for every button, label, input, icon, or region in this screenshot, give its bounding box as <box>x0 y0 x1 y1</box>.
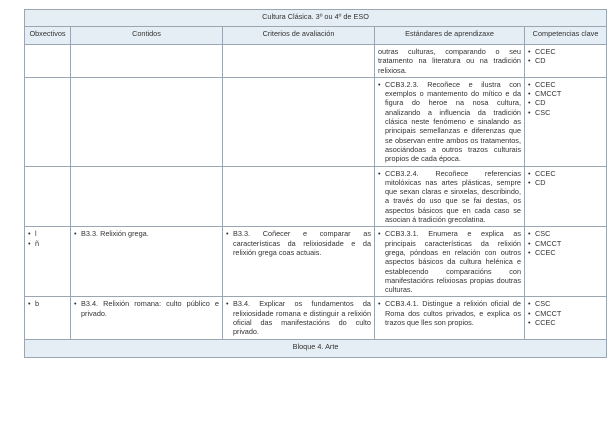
bullet-icon: • <box>528 89 531 99</box>
list-item <box>378 229 521 294</box>
list-item-text: CD <box>535 56 546 66</box>
list-item <box>378 299 521 327</box>
contidos-cell <box>71 45 223 78</box>
bullet-icon: • <box>528 98 531 108</box>
table-row <box>25 297 607 339</box>
list-item-text: CCEC <box>535 168 556 178</box>
column-header: Criterios de avaliación <box>223 27 375 45</box>
bullet-icon: • <box>528 247 531 257</box>
list-item <box>528 309 603 318</box>
list-item-text: CCEC <box>535 47 556 56</box>
table-body <box>25 45 607 340</box>
list-item-text: CMCCT <box>535 308 562 318</box>
table-title: Cultura Clásica. 3º ou 4º de ESO <box>25 10 607 27</box>
bullet-icon: • <box>528 168 531 178</box>
list-item <box>528 318 603 327</box>
list-item-text: CCB3.2.3. Recoñece e ilustra con exemplos o mantemento do mítico e da figura do heroe na nosa cultura, analizando a influencia da tradición clásica neste fenómeno e sinalando as principais semellanzas e diferenzas que se observan entre ambos os tratamentos, asociándoas a outros trazos culturais propios de cada época. <box>385 79 521 164</box>
block-heading: Bloque 4. Arte <box>25 339 607 357</box>
column-header: Obxectivos <box>25 27 71 45</box>
list-item <box>528 47 603 56</box>
list-item-text: CSC <box>535 299 551 309</box>
table-row <box>25 166 607 227</box>
obxectivos-cell <box>25 166 71 227</box>
obxectivos-cell <box>25 297 71 339</box>
list-item <box>378 80 521 164</box>
list-item <box>378 169 521 225</box>
list-item <box>528 178 603 187</box>
obxectivos-cell <box>25 227 71 297</box>
bullet-icon: • <box>528 318 531 328</box>
list-item <box>528 98 603 107</box>
list-item-text: CCEC <box>535 318 556 328</box>
estandar-cell <box>375 297 525 339</box>
bullet-icon: • <box>528 229 531 239</box>
list-item-text: CCB3.2.4. Recoñece referencias mitolóxicas nas artes plásticas, sempre que sexan claras e sinxelas, describindo, a través do uso que se fai destas, os aspectos básicos que en cada caso se asocian á tradición grecolatina. <box>385 168 521 225</box>
bullet-icon: • <box>378 79 381 89</box>
column-header: Contidos <box>71 27 223 45</box>
list-item-text: CMCCT <box>535 89 562 99</box>
column-header: Competencias clave <box>525 27 607 45</box>
list-item-text: B3.3. Coñecer e comparar as características da relixiosidade e da relixión grega coas actuais. <box>233 229 371 257</box>
list-item-text: outras culturas, comparando o seu tratamento na literatura ou na tradición relixiosa. <box>378 47 521 75</box>
list-item-text: ñ <box>35 238 40 248</box>
criterios-cell <box>223 166 375 227</box>
list-item <box>528 89 603 98</box>
list-item-text: CD <box>535 177 546 187</box>
bullet-icon: • <box>226 229 229 239</box>
estandar-cell <box>375 77 525 166</box>
estandar-cell <box>375 227 525 297</box>
bullet-icon: • <box>528 47 531 56</box>
bullet-icon: • <box>74 299 77 309</box>
competencias-cell <box>525 227 607 297</box>
list-item <box>226 299 371 336</box>
bullet-icon: • <box>528 308 531 318</box>
list-item-text: CCB3.3.1. Enumera e explica as principais características da relixión grega, póndoas en relación con outros aspectos básicos da cultura helénica e establecendo comparacións con manifestacións relixiosas propias doutras culturas. <box>385 229 521 295</box>
list-item <box>226 229 371 257</box>
column-header: Estándares de aprendizaxe <box>375 27 525 45</box>
list-item-text: b <box>35 299 40 309</box>
list-item-text: B3.4. Explicar os fundamentos da relixiosidade romana e distinguir a relixión oficial das manifestacións do culto privado. <box>233 299 371 337</box>
curriculum-table <box>24 9 607 358</box>
list-item <box>528 56 603 65</box>
list-item <box>28 299 67 308</box>
obxectivos-cell <box>25 45 71 78</box>
list-item-text: CSC <box>535 229 551 239</box>
list-item-text: B3.4. Relixión romana: culto público e privado. <box>81 299 219 318</box>
list-item <box>28 239 67 248</box>
list-item <box>378 47 521 75</box>
table-row <box>25 77 607 166</box>
list-item <box>528 229 603 238</box>
contidos-cell <box>71 77 223 166</box>
list-item-text: CD <box>535 98 546 108</box>
list-item-text: CCEC <box>535 247 556 257</box>
bullet-icon: • <box>28 238 31 248</box>
bullet-icon: • <box>226 299 229 309</box>
list-item-text: CCEC <box>535 79 556 89</box>
estandar-cell <box>375 45 525 78</box>
competencias-cell <box>525 77 607 166</box>
contidos-cell <box>71 297 223 339</box>
bullet-icon: • <box>378 299 381 309</box>
criterios-cell <box>223 297 375 339</box>
obxectivos-cell <box>25 77 71 166</box>
contidos-cell <box>71 166 223 227</box>
bullet-icon: • <box>74 229 77 239</box>
list-item <box>528 248 603 257</box>
estandar-cell <box>375 166 525 227</box>
list-item <box>28 229 67 238</box>
bullet-icon: • <box>528 56 531 66</box>
bullet-icon: • <box>528 107 531 117</box>
list-item <box>528 299 603 308</box>
column-header-row <box>25 27 607 45</box>
list-item <box>528 169 603 178</box>
list-item <box>528 80 603 89</box>
list-item-text: l <box>35 229 37 239</box>
list-item <box>74 229 219 238</box>
bullet-icon: • <box>378 168 381 178</box>
list-item-text: B3.3. Relixión grega. <box>81 229 149 239</box>
bullet-icon: • <box>528 177 531 187</box>
list-item-text: CSC <box>535 107 551 117</box>
bullet-icon: • <box>28 229 31 239</box>
list-item-text: CMCCT <box>535 238 562 248</box>
table-row <box>25 45 607 78</box>
table-row <box>25 227 607 297</box>
bullet-icon: • <box>528 299 531 309</box>
competencias-cell <box>525 166 607 227</box>
criterios-cell <box>223 77 375 166</box>
criterios-cell <box>223 45 375 78</box>
bullet-icon: • <box>28 299 31 309</box>
criterios-cell <box>223 227 375 297</box>
competencias-cell <box>525 297 607 339</box>
list-item <box>528 239 603 248</box>
bullet-icon: • <box>528 238 531 248</box>
bullet-icon: • <box>528 79 531 89</box>
bullet-icon: • <box>378 229 381 239</box>
contidos-cell <box>71 227 223 297</box>
competencias-cell <box>525 45 607 78</box>
list-item-text: CCB3.4.1. Distingue a relixión oficial de Roma dos cultos privados, e explica os trazos que lles son propios. <box>385 299 521 328</box>
list-item <box>528 108 603 117</box>
list-item <box>74 299 219 318</box>
